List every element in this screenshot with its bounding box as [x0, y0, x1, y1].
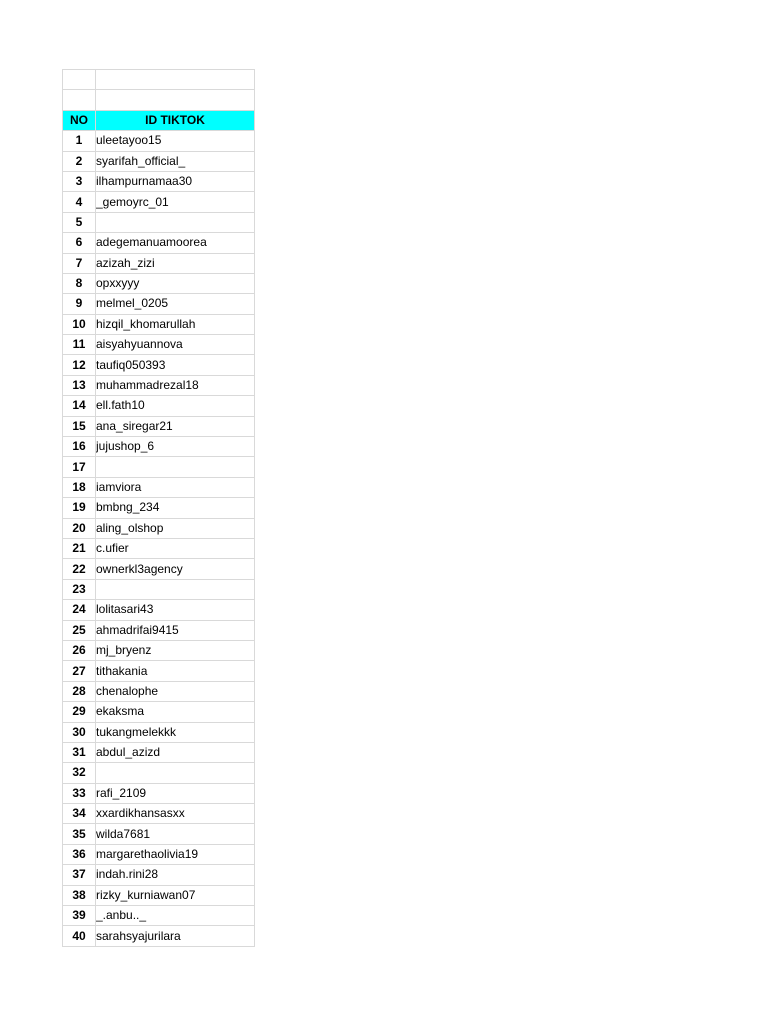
tiktok-id-cell[interactable]: ahmadrifai9415: [96, 620, 255, 640]
tiktok-id-cell[interactable]: iamviora: [96, 477, 255, 497]
tiktok-id-cell[interactable]: abdul_azizd: [96, 742, 255, 762]
column-header-no[interactable]: NO: [63, 110, 96, 130]
tiktok-id-cell[interactable]: ownerkl3agency: [96, 559, 255, 579]
row-number-cell[interactable]: 40: [63, 926, 96, 946]
row-number-cell[interactable]: 19: [63, 498, 96, 518]
table-row: [63, 498, 255, 518]
row-number-cell[interactable]: 23: [63, 579, 96, 599]
tiktok-id-cell[interactable]: margarethaolivia19: [96, 844, 255, 864]
empty-row: [63, 70, 255, 90]
table-row: [63, 416, 255, 436]
row-number-cell[interactable]: 2: [63, 151, 96, 171]
row-number-cell[interactable]: 10: [63, 314, 96, 334]
row-number-cell[interactable]: 39: [63, 906, 96, 926]
table-row: [63, 620, 255, 640]
tiktok-id-cell[interactable]: ell.fath10: [96, 396, 255, 416]
tiktok-id-cell[interactable]: chenalophe: [96, 681, 255, 701]
row-number-cell[interactable]: 4: [63, 192, 96, 212]
row-number-cell[interactable]: 9: [63, 294, 96, 314]
tiktok-id-cell[interactable]: bmbng_234: [96, 498, 255, 518]
table-row: [63, 681, 255, 701]
table-row: [63, 865, 255, 885]
table-row: [63, 375, 255, 395]
tiktok-id-cell[interactable]: indah.rini28: [96, 865, 255, 885]
row-number-cell[interactable]: 3: [63, 171, 96, 191]
tiktok-id-cell[interactable]: _gemoyrc_01: [96, 192, 255, 212]
row-number-cell[interactable]: 31: [63, 742, 96, 762]
empty-cell[interactable]: [96, 90, 255, 110]
table-row: [63, 396, 255, 416]
table-row: [63, 824, 255, 844]
empty-cell[interactable]: [63, 70, 96, 90]
row-number-cell[interactable]: 32: [63, 763, 96, 783]
table-row: [63, 844, 255, 864]
table-row: [63, 906, 255, 926]
row-number-cell[interactable]: 12: [63, 355, 96, 375]
table-row: [63, 579, 255, 599]
table-row: [63, 131, 255, 151]
row-number-cell[interactable]: 18: [63, 477, 96, 497]
tiktok-id-cell[interactable]: adegemanuamoorea: [96, 233, 255, 253]
row-number-cell[interactable]: 29: [63, 702, 96, 722]
row-number-cell[interactable]: 1: [63, 131, 96, 151]
table-row: [63, 804, 255, 824]
table-body: [63, 70, 255, 947]
tiktok-id-cell[interactable]: azizah_zizi: [96, 253, 255, 273]
row-number-cell[interactable]: 37: [63, 865, 96, 885]
tiktok-id-cell[interactable]: taufiq050393: [96, 355, 255, 375]
table-row: [63, 783, 255, 803]
tiktok-id-cell[interactable]: melmel_0205: [96, 294, 255, 314]
tiktok-id-cell[interactable]: [96, 763, 255, 783]
table-row: [63, 294, 255, 314]
row-number-cell[interactable]: 21: [63, 538, 96, 558]
row-number-cell[interactable]: 27: [63, 661, 96, 681]
tiktok-id-cell[interactable]: rizky_kurniawan07: [96, 885, 255, 905]
row-number-cell[interactable]: 33: [63, 783, 96, 803]
table-row: [63, 559, 255, 579]
empty-cell[interactable]: [96, 70, 255, 90]
tiktok-id-cell[interactable]: [96, 579, 255, 599]
row-number-cell[interactable]: 15: [63, 416, 96, 436]
row-number-cell[interactable]: 5: [63, 212, 96, 232]
table-row: [63, 742, 255, 762]
table-row: [63, 273, 255, 293]
row-number-cell[interactable]: 7: [63, 253, 96, 273]
tiktok-id-cell[interactable]: tukangmelekkk: [96, 722, 255, 742]
row-number-cell[interactable]: 28: [63, 681, 96, 701]
table-row: [63, 926, 255, 946]
row-number-cell[interactable]: 36: [63, 844, 96, 864]
tiktok-id-cell[interactable]: sarahsyajurilara: [96, 926, 255, 946]
row-number-cell[interactable]: 16: [63, 437, 96, 457]
tiktok-id-cell[interactable]: ana_siregar21: [96, 416, 255, 436]
tiktok-id-cell[interactable]: syarifah_official_: [96, 151, 255, 171]
table-row: [63, 722, 255, 742]
table-row: [63, 477, 255, 497]
row-number-cell[interactable]: 26: [63, 640, 96, 660]
table-row: [63, 437, 255, 457]
row-number-cell[interactable]: 14: [63, 396, 96, 416]
table-row: [63, 253, 255, 273]
tiktok-id-cell[interactable]: aisyahyuannova: [96, 335, 255, 355]
table-row: [63, 518, 255, 538]
row-number-cell[interactable]: 34: [63, 804, 96, 824]
tiktok-id-cell[interactable]: jujushop_6: [96, 437, 255, 457]
tiktok-id-cell[interactable]: ilhampurnamaa30: [96, 171, 255, 191]
tiktok-id-cell[interactable]: lolitasari43: [96, 600, 255, 620]
table-row: [63, 661, 255, 681]
table-row: [63, 212, 255, 232]
table-row: [63, 233, 255, 253]
table-row: [63, 192, 255, 212]
column-header-id-tiktok[interactable]: ID TIKTOK: [96, 110, 255, 130]
tiktok-id-cell[interactable]: opxxyyy: [96, 273, 255, 293]
table-row: [63, 171, 255, 191]
row-number-cell[interactable]: 22: [63, 559, 96, 579]
table-row: [63, 457, 255, 477]
table-row: [63, 885, 255, 905]
tiktok-id-cell[interactable]: rafi_2109: [96, 783, 255, 803]
tiktok-id-cell[interactable]: uleetayoo15: [96, 131, 255, 151]
table-row: [63, 355, 255, 375]
table-row: [63, 314, 255, 334]
tiktok-id-cell[interactable]: [96, 212, 255, 232]
tiktok-id-cell[interactable]: [96, 457, 255, 477]
tiktok-id-cell[interactable]: _.anbu.._: [96, 906, 255, 926]
empty-cell[interactable]: [63, 90, 96, 110]
row-number-cell[interactable]: 20: [63, 518, 96, 538]
table-row: [63, 640, 255, 660]
tiktok-id-cell[interactable]: ekaksma: [96, 702, 255, 722]
table-row: [63, 151, 255, 171]
table-row: [63, 600, 255, 620]
tiktok-id-cell[interactable]: hizqil_khomarullah: [96, 314, 255, 334]
row-number-cell[interactable]: 17: [63, 457, 96, 477]
table-row: [63, 763, 255, 783]
row-number-cell[interactable]: 6: [63, 233, 96, 253]
tiktok-id-cell[interactable]: muhammadrezal18: [96, 375, 255, 395]
tiktok-id-cell[interactable]: mj_bryenz: [96, 640, 255, 660]
row-number-cell[interactable]: 13: [63, 375, 96, 395]
tiktok-id-cell[interactable]: wilda7681: [96, 824, 255, 844]
row-number-cell[interactable]: 25: [63, 620, 96, 640]
row-number-cell[interactable]: 38: [63, 885, 96, 905]
empty-row: [63, 90, 255, 110]
tiktok-id-cell[interactable]: aling_olshop: [96, 518, 255, 538]
row-number-cell[interactable]: 8: [63, 273, 96, 293]
row-number-cell[interactable]: 11: [63, 335, 96, 355]
tiktok-id-table: [62, 69, 255, 947]
row-number-cell[interactable]: 30: [63, 722, 96, 742]
header-row: [63, 110, 255, 130]
tiktok-id-cell[interactable]: tithakania: [96, 661, 255, 681]
table-row: [63, 335, 255, 355]
table-row: [63, 538, 255, 558]
row-number-cell[interactable]: 24: [63, 600, 96, 620]
table-row: [63, 702, 255, 722]
tiktok-id-cell[interactable]: xxardikhansasxx: [96, 804, 255, 824]
tiktok-id-cell[interactable]: c.ufier: [96, 538, 255, 558]
row-number-cell[interactable]: 35: [63, 824, 96, 844]
